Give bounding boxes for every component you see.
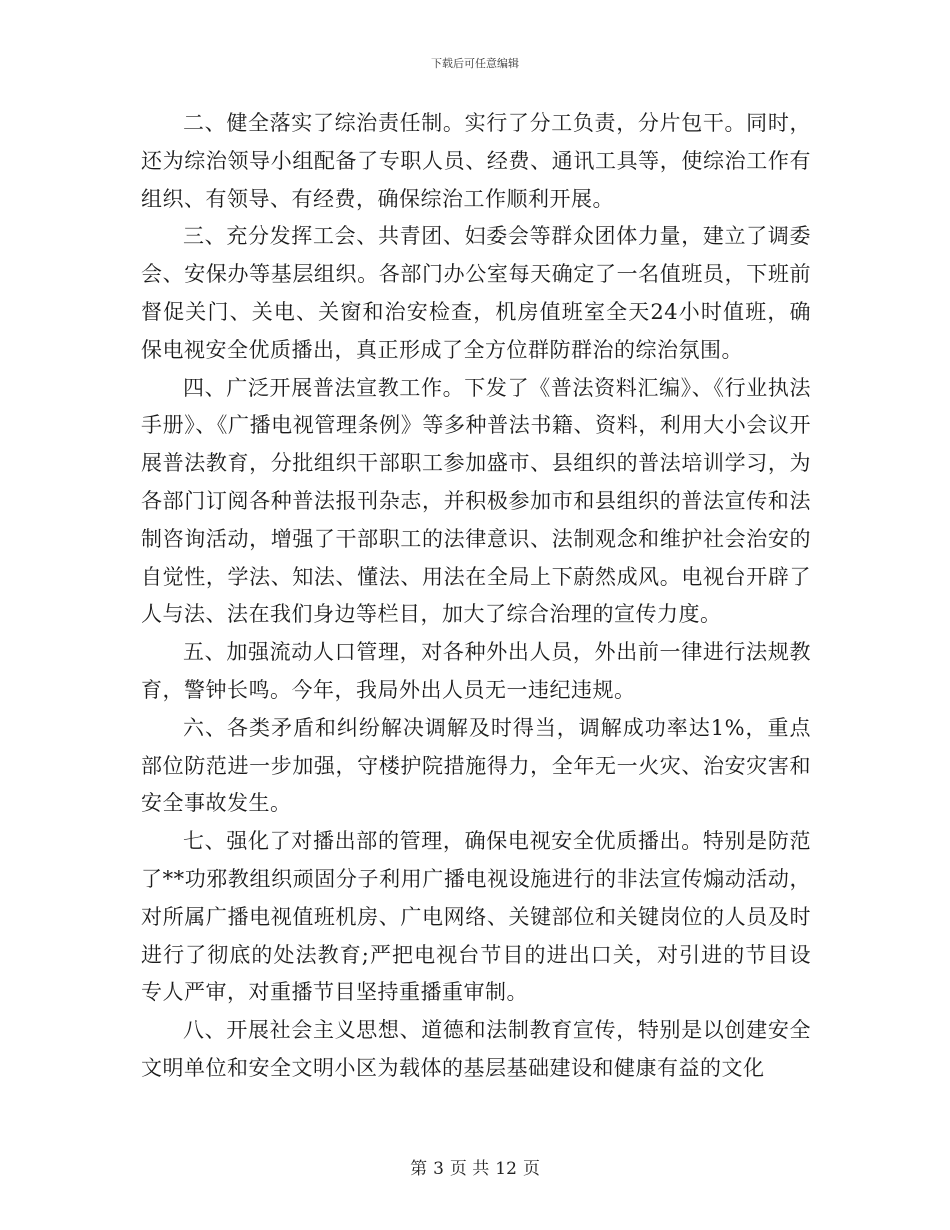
document-body	[141, 105, 811, 1088]
footer-prefix: 第	[410, 1159, 428, 1179]
paragraph-6: 六、各类矛盾和纠纷解决调解及时得当，调解成功率达1%，重点部位防范进一步加强，守楼护院措施得力，全年无一火灾、治安灾害和安全事故发生。	[141, 715, 811, 816]
paragraph-7: 七、强化了对播出部的管理，确保电视安全优质播出。特别是防范了**功邪教组织顽固分子利用广播电视设施进行的非法宣传煽动活动，对所属广播电视值班机房、广电网络、关键部位和关键岗位的人员及时进行了彻底的处法教育;严把电视台节目的进出口关，对引进的节目设专人严审，对重播节目坚持重播重审制。	[141, 829, 811, 1005]
paragraph-3: 三、充分发挥工会、共青团、妇委会等群众团体力量，建立了调委会、安保办等基层组织。各部门办公室每天确定了一名值班员，下班前督促关门、关电、关窗和治安检查，机房值班室全天24小时值班，确保电视安全优质播出，真正形成了全方位群防群治的综治氛围。	[141, 224, 811, 362]
footer-total-pages: 12	[495, 1159, 517, 1179]
footer-suffix: 页	[522, 1159, 540, 1179]
paragraph-5: 五、加强流动人口管理，对各种外出人员，外出前一律进行法规教育，警钟长鸣。今年，我局外出人员无一违纪违规。	[141, 640, 811, 702]
footer-page-number: 3	[433, 1159, 444, 1179]
page-header-note: 下载后可任意编辑	[431, 57, 519, 70]
paragraph-2: 二、健全落实了综治责任制。实行了分工负责，分片包干。同时，还为综治领导小组配备了专职人员、经费、通讯工具等，使综治工作有组织、有领导、有经费，确保综治工作顺利开展。	[141, 111, 811, 211]
paragraph-8: 八、开展社会主义思想、道德和法制教育宣传，特别是以创建安全文明单位和安全文明小区为载体的基层基础建设和健康有益的文化	[141, 1018, 811, 1080]
paragraph-4: 四、广泛开展普法宣教工作。下发了《普法资料汇编》、《行业执法手册》、《广播电视管理条例》等多种普法书籍、资料，利用大小会议开展普法教育，分批组织干部职工参加盛市、县组织的普法培训学习，为各部门订阅各种普法报刊杂志，并积极参加市和县组织的普法宣传和法制咨询活动，增强了干部职工的法律意识、法制观念和维护社会治安的自觉性，学法、知法、懂法、用法在全局上下蔚然成风。电视台开辟了人与法、法在我们身边等栏目，加大了综合治理的宣传力度。	[141, 375, 811, 627]
page-footer	[0, 1154, 950, 1179]
footer-middle: 页 共	[449, 1159, 490, 1179]
